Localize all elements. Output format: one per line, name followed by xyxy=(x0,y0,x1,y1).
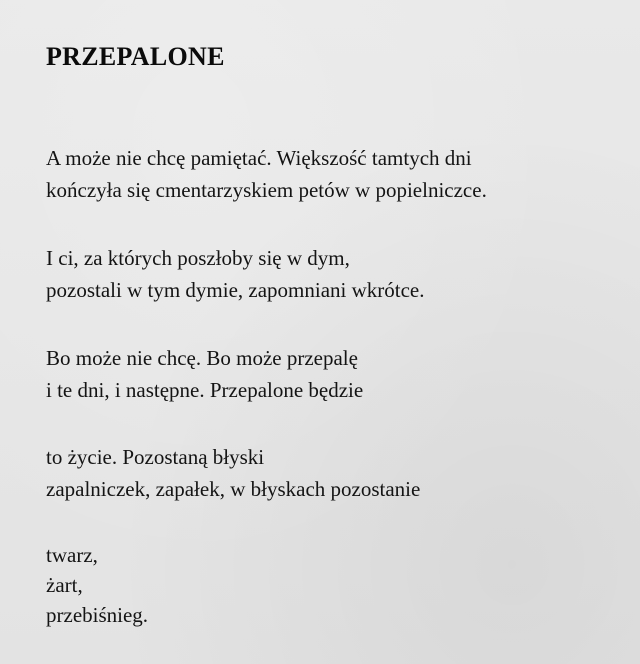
poem-line: twarz, xyxy=(46,543,98,567)
poem-line: to życie. Pozostaną błyski xyxy=(46,445,265,469)
stanza-4 xyxy=(46,441,626,505)
poem-line: zapalniczek, zapałek, w błyskach pozostanie xyxy=(46,477,421,501)
stanza-1 xyxy=(46,142,626,206)
poem-line: A może nie chcę pamiętać. Większość tamtych dni xyxy=(46,146,472,170)
stanza-5 xyxy=(46,540,626,630)
poem-line: pozostali w tym dymie, zapomniani wkrótce. xyxy=(46,278,425,302)
poem-line: i te dni, i następne. Przepalone będzie xyxy=(46,378,364,402)
poem-line: I ci, za których poszłoby się w dym, xyxy=(46,246,350,270)
stanza-2 xyxy=(46,242,626,306)
poem-body xyxy=(46,142,626,664)
poem-line: Bo może nie chcę. Bo może przepalę xyxy=(46,346,358,370)
poem-line: przebiśnieg. xyxy=(46,603,149,627)
poem-line: żart, xyxy=(46,573,83,597)
stanza-3 xyxy=(46,342,626,406)
poem-title: PRZEPALONE xyxy=(46,42,225,71)
poem-line: kończyła się cmentarzyskiem petów w popielniczce. xyxy=(46,178,487,202)
